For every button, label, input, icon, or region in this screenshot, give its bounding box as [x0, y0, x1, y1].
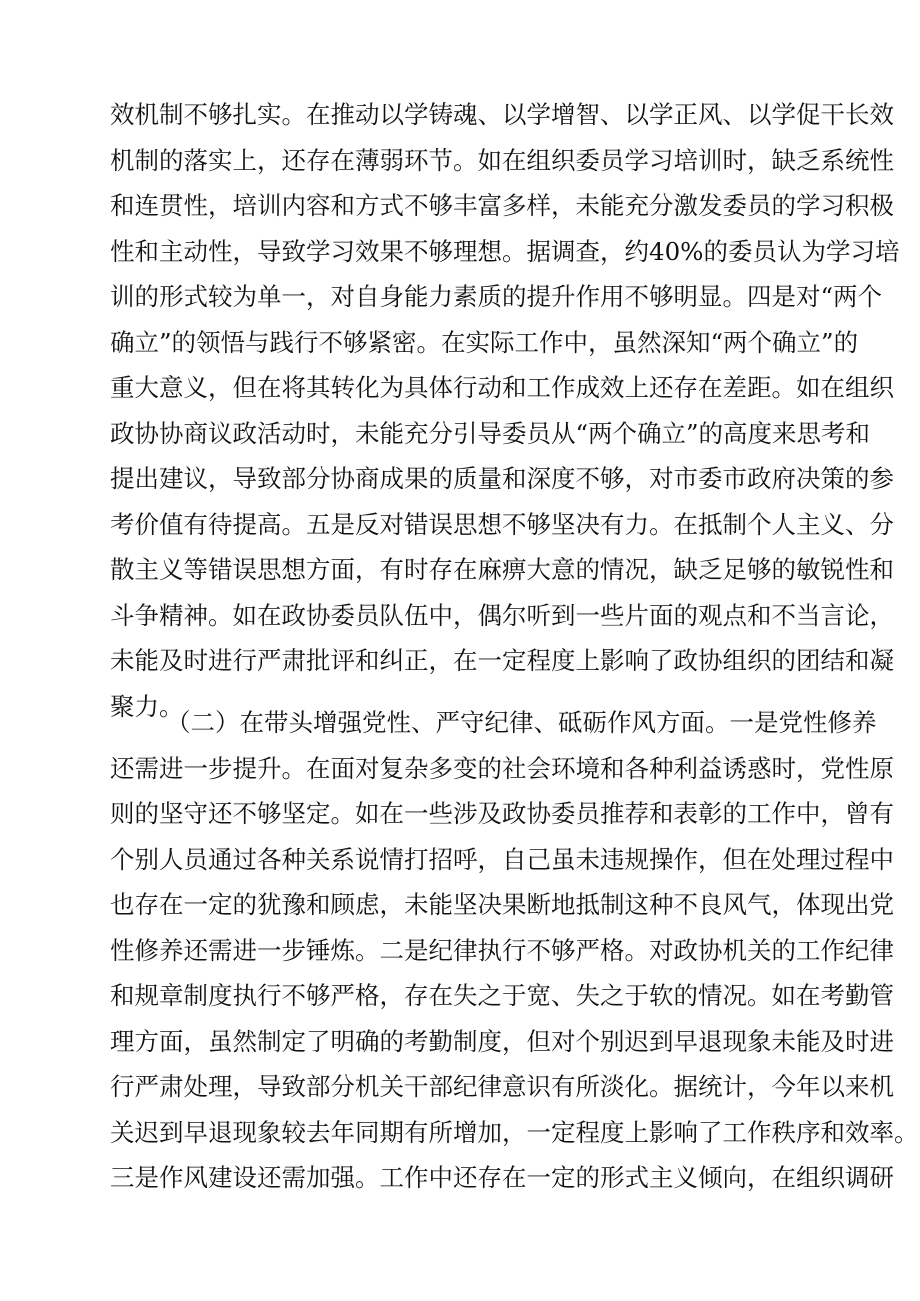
text-line: 确立”的领悟与践行不够紧密。在实际工作中，虽然深知“两个确立”的 [110, 327, 859, 357]
text-line: 重大意义，但在将其转化为具体行动和工作成效上还存在差距。如在组织 [110, 373, 894, 402]
text-line: 未能及时进行严肃批评和纠正，在一定程度上影响了政协组织的团结和凝 [110, 646, 894, 675]
text-line: 也存在一定的犹豫和顾虑，未能坚决果断地抵制这种不良风气，体现出党 [110, 890, 894, 919]
text-line: 理方面，虽然制定了明确的考勤制度，但对个别迟到早退现象未能及时进 [110, 1026, 894, 1056]
text-line: 和规章制度执行不够严格，存在失之于宽、失之于软的情况。如在考勤管 [110, 981, 894, 1010]
text-line: 效机制不够扎实。在推动以学铸魂、以学增智、以学正风、以学促干长效 [110, 100, 894, 129]
text-line: 政协协商议政活动时，未能充分引导委员从“两个确立”的高度来思考和 [110, 418, 871, 448]
text-line: 考价值有待提高。五是反对错误思想不够坚决有力。在抵制个人主义、分 [110, 509, 894, 539]
paragraph-ideology-issues [110, 92, 900, 729]
text-line: 聚力。 [110, 691, 184, 721]
text-line: 提出建议，导致部分协商成果的质量和深度不够，对市委市政府决策的参 [110, 464, 894, 493]
text-line: 斗争精神。如在政协委员队伍中，偶尔听到一些片面的观点和不当言论， [110, 600, 894, 630]
section-heading-line: （二）在带头增强党性、严守纪律、砥砺作风方面。一是党性修养 [166, 708, 877, 737]
text-line: 还需进一步提升。在面对复杂多变的社会环境和各种利益诱惑时，党性原 [110, 753, 894, 783]
text-line: 则的坚守还不够坚定。如在一些涉及政协委员推荐和表彰的工作中，曾有 [110, 799, 894, 828]
text-line: 训的形式较为单一，对自身能力素质的提升作用不够明显。四是对“两个 [110, 282, 883, 311]
paragraph-party-discipline [110, 700, 919, 1201]
text-line: 关迟到早退现象较去年同期有所增加，一定程度上影响了工作秩序和效率。 [110, 1117, 919, 1147]
text-line: 个别人员通过各种关系说情打招呼，自己虽未违规操作，但在处理过程中 [110, 844, 894, 874]
text-line: 性修养还需进一步锤炼。二是纪律执行不够严格。对政协机关的工作纪律 [110, 935, 894, 965]
text-line: 三是作风建设还需加强。工作中还存在一定的形式主义倾向，在组织调研 [110, 1163, 894, 1192]
text-line: 行严肃处理，导致部分机关干部纪律意识有所淡化。据统计，今年以来机 [110, 1072, 894, 1101]
text-line: 性和主动性，导致学习效果不够理想。据调查，约40%的委员认为学习培 [110, 236, 900, 266]
text-line: 和连贯性，培训内容和方式不够丰富多样，未能充分激发委员的学习积极 [110, 191, 894, 220]
text-line: 机制的落实上，还存在薄弱环节。如在组织委员学习培训时，缺乏系统性 [110, 145, 894, 175]
text-line: 散主义等错误思想方面，有时存在麻痹大意的情况，缺乏足够的敏锐性和 [110, 555, 894, 584]
